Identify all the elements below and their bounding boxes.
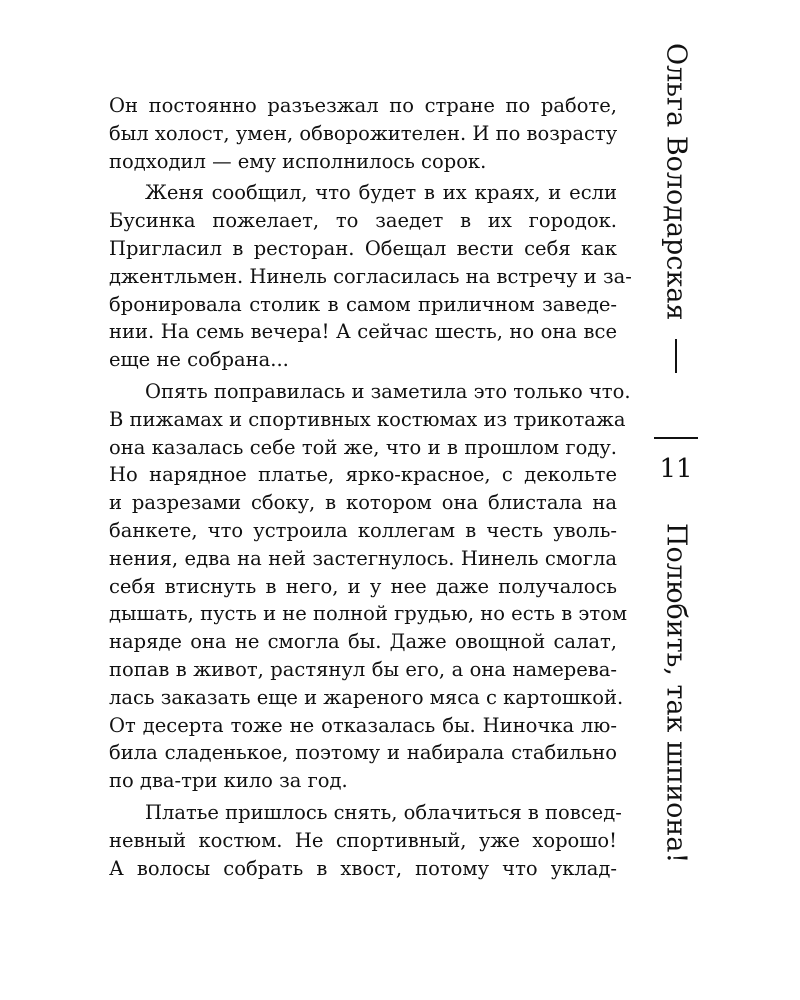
text-line: Женя сообщил, что будет в их краях, и если bbox=[145, 181, 617, 205]
text-line: нии. На семь вечера! А сейчас шесть, но она все bbox=[109, 320, 617, 344]
paragraph bbox=[109, 179, 632, 374]
text-line: подходил — ему исполнилось сорок. bbox=[109, 149, 487, 173]
paragraph bbox=[109, 92, 617, 175]
text-line: Он постоянно разъезжал по стране по работе, bbox=[109, 94, 617, 117]
text-line: Пригласил в ресторан. Обещал вести себя как bbox=[109, 236, 617, 260]
text-line: Опять поправилась и заметила это только что. bbox=[145, 379, 631, 403]
text-line: бронировала столик в самом приличном заведе- bbox=[109, 292, 617, 316]
text-line: и разрезами сбоку, в котором она блистала на bbox=[109, 491, 617, 515]
text-line: она казалась себе той же, что и в прошлом году. bbox=[109, 435, 617, 459]
text-line: невный костюм. Не спортивный, уже хорошо! bbox=[109, 828, 617, 852]
book-title: Полюбить, так шпиона! bbox=[660, 523, 692, 864]
text-line: себя втиснуть в него, и у нее даже получалось bbox=[109, 574, 617, 598]
text-line: От десерта тоже не отказалась бы. Ниночка лю- bbox=[109, 713, 617, 737]
body-text bbox=[109, 92, 632, 882]
text-line: банкете, что устроила коллегам в честь уволь- bbox=[109, 518, 617, 542]
text-line: наряде она не смогла бы. Даже овощной салат, bbox=[109, 630, 617, 654]
text-line: дышать, пусть и не полной грудью, но есть в этом bbox=[109, 602, 628, 626]
text-line: била сладенькое, поэтому и набирала стабильно bbox=[109, 741, 617, 765]
text-line: нения, едва на ней застегнулось. Нинель смогла bbox=[109, 546, 617, 570]
header-separator bbox=[675, 339, 677, 373]
text-line: попав в живот, растянул бы его, а она намерева- bbox=[109, 657, 617, 681]
paragraph bbox=[109, 799, 622, 882]
text-line: Платье пришлось снять, облачиться в повсед- bbox=[145, 800, 622, 824]
page-number: 11 bbox=[659, 454, 693, 484]
text-line: по два-три кило за год. bbox=[109, 769, 348, 793]
text-line: А волосы собрать в хвост, потому что уклад- bbox=[109, 856, 617, 880]
text-line: джентльмен. Нинель согласилась на встречу и за- bbox=[109, 264, 632, 288]
page-number-rule bbox=[654, 437, 698, 439]
paragraph bbox=[109, 378, 631, 795]
text-line: Но нарядное платье, ярко-красное, с декольте bbox=[109, 463, 617, 487]
text-line: Бусинка пожелает, то заедет в их городок. bbox=[109, 209, 617, 233]
author-name: Ольга Володарская bbox=[660, 42, 692, 320]
text-line: лась заказать еще и жареного мяса с картошкой. bbox=[109, 685, 624, 709]
text-line: еще не собрана... bbox=[109, 348, 289, 372]
text-line: был холост, умен, обворожителен. И по возрасту bbox=[109, 121, 618, 145]
running-header bbox=[648, 42, 704, 864]
text-line: В пижамах и спортивных костюмах из трикотажа bbox=[109, 407, 626, 431]
